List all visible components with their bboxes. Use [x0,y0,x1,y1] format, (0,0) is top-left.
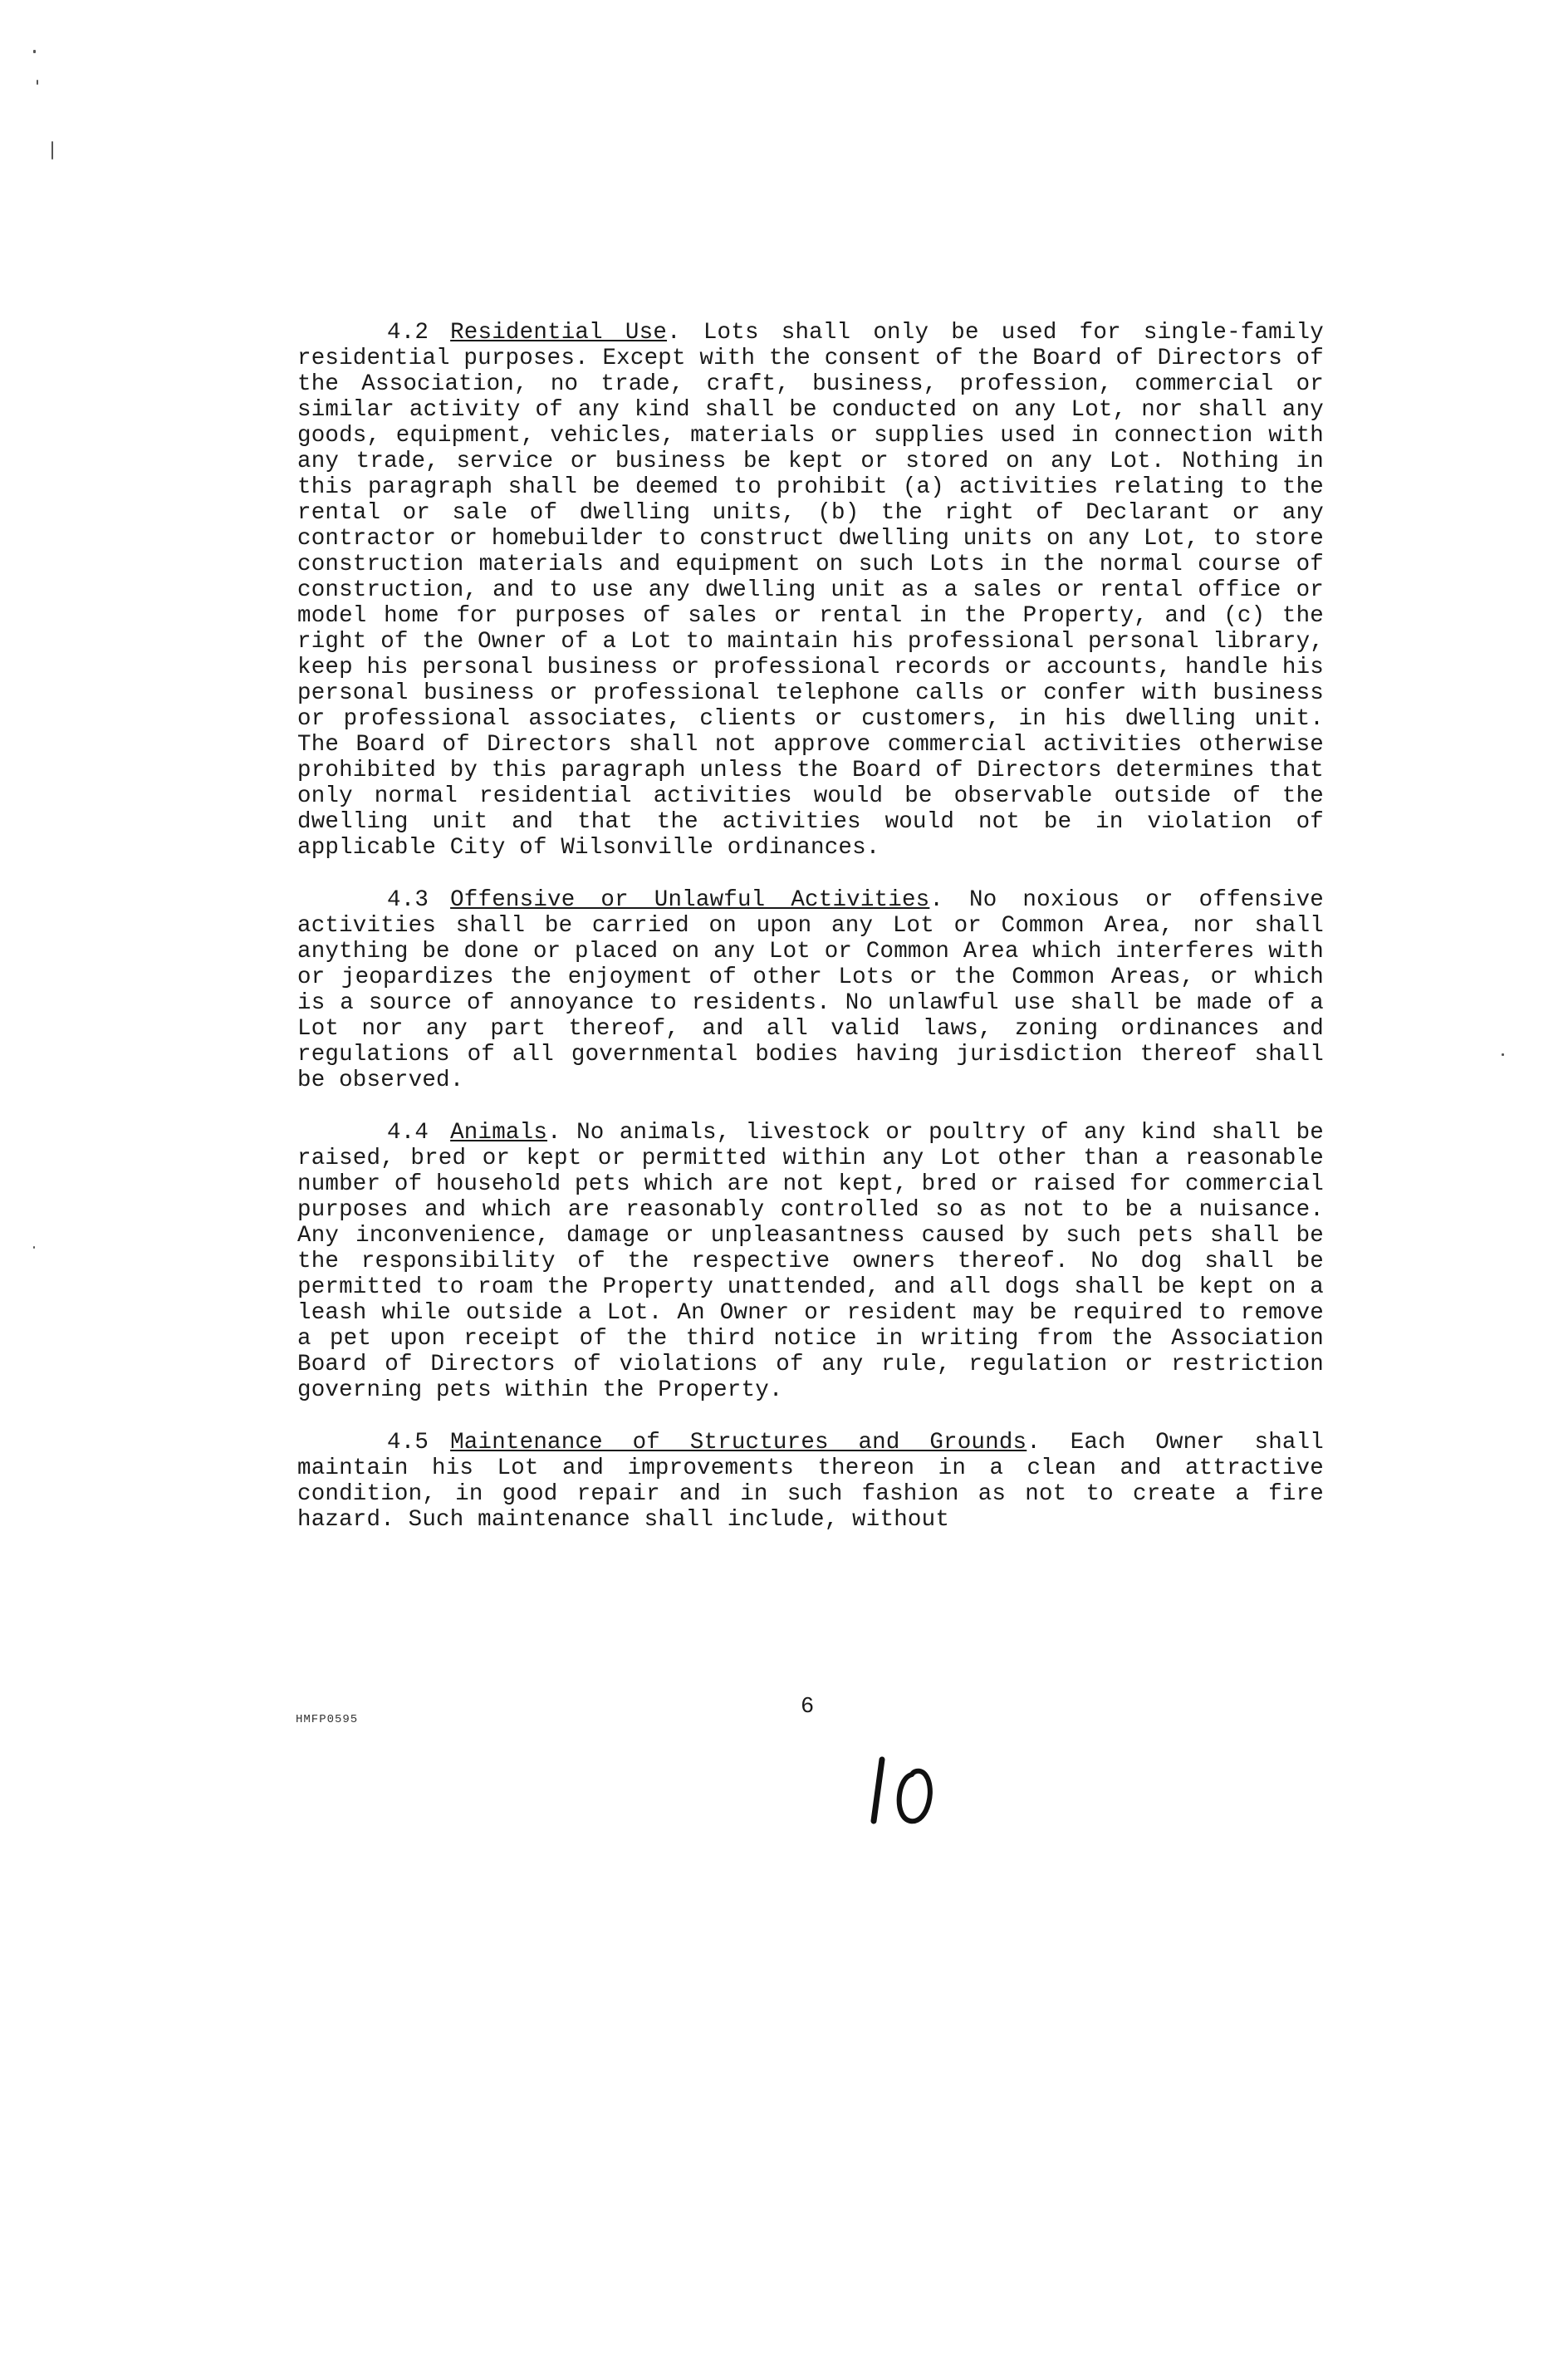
section-text: Lots shall only be used for single-family residential purposes. Except with the consent of the Board of Directors of the Association, no trade, craft, business, profession, commercial or similar activity of any kind shall be conducted on any Lot, nor shall any goods, equipment, vehicles, materials or supplies used in connection with any trade, service or business be kept or stored on any Lot. Nothing in this paragraph shall be deemed to prohibit (a) activities relating to the rental or sale of dwelling units, (b) the right of Declarant or any contractor or homebuilder to construct dwelling units on any Lot, to store construction materials and equipment on such Lots in the normal course of construction, and to use any dwelling unit as a sales or rental office or model home for purposes of sales or rental in the Property, and (c) the right of the Owner of a Lot to maintain his professional personal library, keep his personal business or professional records or accounts, handle his personal business or professional telephone calls or confer with business or professional associates, clients or customers, in his dwelling unit. The Board of Directors shall not approve commercial activities otherwise prohibited by this paragraph unless the Board of Directors determines that only normal residential activities would be observable outside of the dwelling unit and that the activities would not be in violation of applicable City of Wilsonville ordinances. [297,320,1324,861]
section-number: 4.2 [387,320,429,346]
section-text: Each Owner shall maintain his Lot and improvements thereon in a clean and attractive condition, in good repair and in such fashion as not to create a fire hazard. Such maintenance shall include, without [297,1430,1325,1533]
section-4-3: 4.3 Offensive or Unlawful Activities. No noxious or offensive activities shall be carried on upon any Lot or Common Area, nor shall anything be done or placed on any Lot or Common Area which interferes with or jeopardizes the enjoyment of other Lots or the Common Areas, or which is a source of annoyance to residents. No unlawful use shall be made of a Lot nor any part thereof, and all valid laws, zoning ordinances and regulations of all governmental bodies having jurisdiction thereof shall be observed. [297,887,1324,1093]
body-text [297,320,1324,1559]
scan-speckle [51,141,53,160]
scan-speckle [33,50,36,53]
scan-speckle [37,80,38,85]
section-number: 4.3 [387,887,429,913]
section-number: 4.5 [387,1430,429,1455]
section-heading: Animals [450,1120,548,1146]
handwritten-page-mark [864,1745,955,1836]
section-4-2: 4.2 Residential Use. Lots shall only be used for single-family residential purposes. Except with the consent of the Board of Directors of the Association, no trade, craft, business, profession, commercial or similar activity of any kind shall be conducted on any Lot, nor shall any goods, equipment, vehicles, materials or supplies used in connection with any trade, service or business be kept or stored on any Lot. Nothing in this paragraph shall be deemed to prohibit (a) activities relating to the rental or sale of dwelling units, (b) the right of Declarant or any contractor or homebuilder to construct dwelling units on any Lot, to store construction materials and equipment on such Lots in the normal course of construction, and to use any dwelling unit as a sales or rental office or model home for purposes of sales or rental in the Property, and (c) the right of the Owner of a Lot to maintain his professional personal library, keep his personal business or professional records or accounts, handle his personal business or professional telephone calls or confer with business or professional associates, clients or customers, in his dwelling unit. The Board of Directors shall not approve commercial activities otherwise prohibited by this paragraph unless the Board of Directors determines that only normal residential activities would be observable outside of the dwelling unit and that the activities would not be in violation of applicable City of Wilsonville ordinances. [297,320,1324,861]
section-heading: Offensive or Unlawful Activities [450,887,930,913]
section-text: No noxious or offensive activities shall be carried on upon any Lot or Common Area, nor shall anything be done or placed on any Lot or Common Area which interferes with or jeopardizes the enjoyment of other Lots or the Common Areas, or which is a source of annoyance to residents. No unlawful use shall be made of a Lot nor any part thereof, and all valid laws, zoning ordinances and regulations of all governmental bodies having jurisdiction thereof shall be observed. [297,887,1324,1093]
scan-speckle [1502,1053,1504,1056]
scan-speckle [33,1246,35,1249]
page-number: 6 [801,1695,815,1720]
section-number: 4.4 [387,1120,429,1146]
section-heading: Residential Use [450,320,668,346]
section-4-4: 4.4 Animals. No animals, livestock or poultry of any kind shall be raised, bred or kept or permitted within any Lot other than a reasonable number of household pets which are not kept, bred or raised for commercial purposes and which are reasonably controlled so as not to be a nuisance. Any inconvenience, damage or unpleasantness caused by such pets shall be the responsibility of the respective owners thereof. No dog shall be permitted to roam the Property unattended, and all dogs shall be kept on a leash while outside a Lot. An Owner or resident may be required to remove a pet upon receipt of the third notice in writing from the Association Board of Directors of violations of any rule, regulation or restriction governing pets within the Property. [297,1120,1325,1403]
section-heading: Maintenance of Structures and Grounds [450,1430,1027,1455]
section-text: No animals, livestock or poultry of any kind shall be raised, bred or kept or permitted within any Lot other than a reasonable number of household pets which are not kept, bred or raised for commercial purposes and which are reasonably controlled so as not to be a nuisance. Any inconvenience, damage or unpleasantness caused by such pets shall be the responsibility of the respective owners thereof. No dog shall be permitted to roam the Property unattended, and all dogs shall be kept on a leash while outside a Lot. An Owner or resident may be required to remove a pet upon receipt of the third notice in writing from the Association Board of Directors of violations of any rule, regulation or restriction governing pets within the Property. [297,1120,1325,1403]
section-4-5: 4.5 Maintenance of Structures and Grounds. Each Owner shall maintain his Lot and improvements thereon in a clean and attractive condition, in good repair and in such fashion as not to create a fire hazard. Such maintenance shall include, without [297,1430,1325,1533]
document-id: HMFP0595 [296,1713,359,1726]
